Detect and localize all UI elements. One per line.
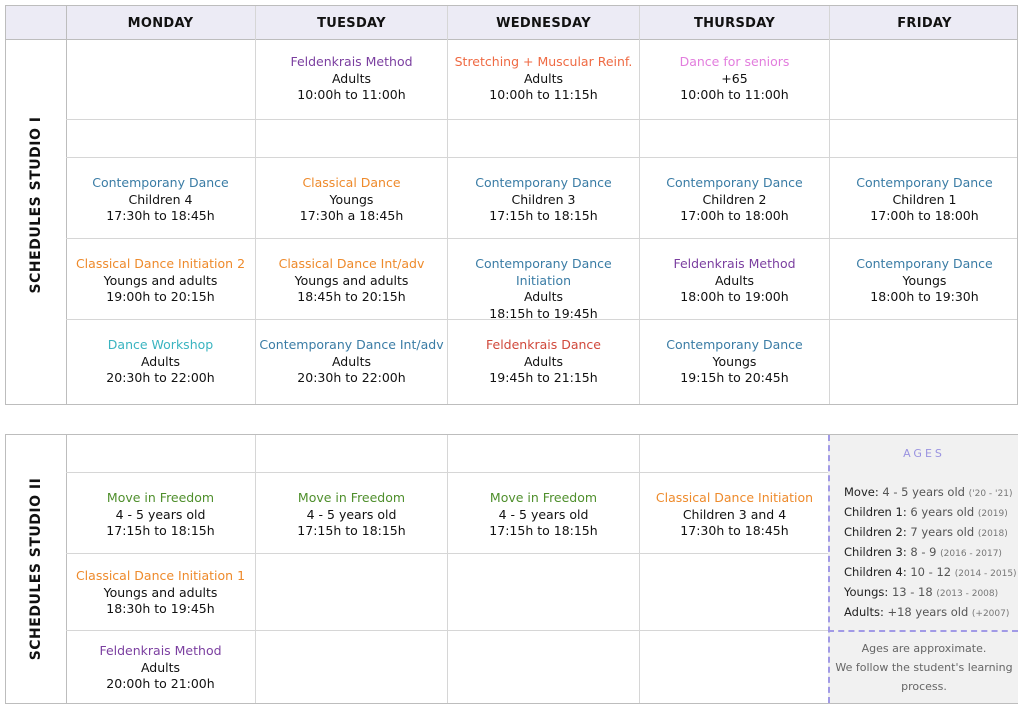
- day-monday: MONDAY: [127, 16, 194, 31]
- class-group: Youngs and adults: [103, 272, 218, 288]
- ages-key: Children 2:: [844, 525, 907, 539]
- class-cell: [448, 490, 639, 540]
- class-time: 17:15h to 18:15h: [489, 208, 598, 223]
- class-cell: [256, 337, 447, 387]
- ages-value: 10 - 12: [910, 565, 952, 579]
- class-title: Dance for seniors: [679, 54, 790, 69]
- class-time: 10:00h to 11:00h: [297, 87, 406, 102]
- class-group: Children 3: [511, 191, 576, 207]
- ages-value: 13 - 18: [891, 585, 933, 599]
- class-time: 18:00h to 19:30h: [870, 289, 979, 304]
- class-group: Youngs: [712, 353, 757, 369]
- class-title: Feldenkrais Dance: [486, 337, 601, 352]
- studio-2-label: SCHEDULES STUDIO II: [28, 477, 44, 661]
- ages-divider: [828, 630, 1018, 632]
- ages-years: (2014 - 2015): [954, 569, 1017, 579]
- class-group: Adults: [140, 353, 181, 369]
- class-cell: [66, 337, 255, 387]
- class-cell: [640, 490, 829, 540]
- ages-value: 8 - 9: [910, 545, 937, 559]
- class-time: 17:30h to 18:45h: [106, 208, 215, 223]
- class-title: Classical Dance Initiation: [655, 490, 814, 505]
- day-wednesday: WEDNESDAY: [496, 16, 591, 31]
- class-title: Feldenkrais Method: [673, 256, 796, 271]
- class-title: Classical Dance Initiation 1: [75, 568, 246, 583]
- class-group: Adults: [523, 289, 564, 304]
- ages-key: Children 3:: [844, 545, 907, 559]
- class-time: 17:15h to 18:15h: [297, 523, 406, 538]
- class-group: Youngs: [329, 191, 374, 207]
- class-cell: [830, 175, 1019, 225]
- ages-row: [844, 505, 1008, 519]
- class-title: Move in Freedom: [489, 490, 598, 505]
- ages-row: [844, 525, 1008, 539]
- class-time: 18:15h to 19:45h: [489, 305, 598, 321]
- ages-years: (2018): [977, 529, 1008, 539]
- class-title: Contemporany Dance: [666, 337, 803, 352]
- class-title: Move in Freedom: [297, 490, 406, 505]
- ages-legend: [828, 435, 1018, 703]
- class-time: 19:45h to 21:15h: [489, 370, 598, 385]
- class-title: Dance Workshop: [107, 337, 214, 352]
- ages-note-line: We follow the student's learning: [835, 661, 1013, 674]
- ages-value: +18 years old: [887, 605, 969, 619]
- day-thursday: THURSDAY: [693, 16, 776, 31]
- ages-row: [844, 585, 998, 599]
- class-group: Children 3 and 4: [682, 506, 787, 522]
- class-time: 10:00h to 11:15h: [489, 87, 598, 102]
- day-friday: FRIDAY: [897, 16, 952, 31]
- class-cell: [830, 256, 1019, 306]
- class-group: Adults: [140, 659, 181, 675]
- class-cell: [640, 256, 829, 306]
- ages-row: [844, 565, 1017, 579]
- class-title: Contemporany Dance Int/adv: [259, 337, 444, 352]
- ages-note-line: process.: [901, 680, 947, 693]
- studio-2-schedule: [5, 434, 1018, 704]
- ages-row: [844, 485, 1012, 499]
- class-group: Adults: [523, 353, 564, 369]
- studio-1-side: [6, 6, 67, 404]
- class-time: 20:00h to 21:00h: [106, 676, 215, 691]
- class-title: Feldenkrais Method: [99, 643, 222, 658]
- class-time: 19:00h to 20:15h: [106, 289, 215, 304]
- studio-2-side: [6, 435, 67, 703]
- class-title: Contemporany Dance: [666, 175, 803, 190]
- class-cell: [66, 490, 255, 540]
- class-cell: [640, 54, 829, 104]
- class-group: Adults: [714, 272, 755, 288]
- class-title: Classical Dance Int/adv: [278, 256, 425, 271]
- ages-row: [844, 545, 1002, 559]
- class-cell: [66, 643, 255, 693]
- class-time: 19:15h to 20:45h: [680, 370, 789, 385]
- class-cell: [256, 490, 447, 540]
- day-tuesday: TUESDAY: [317, 16, 386, 31]
- class-cell: [66, 568, 255, 618]
- class-cell: [256, 175, 447, 225]
- ages-note: [830, 639, 1018, 696]
- class-group: +65: [721, 70, 748, 86]
- class-group: Children 4: [128, 191, 193, 207]
- ages-years: (2013 - 2008): [936, 589, 999, 599]
- class-group: 4 - 5 years old: [115, 506, 206, 522]
- class-time: 18:00h to 19:00h: [680, 289, 789, 304]
- class-title: Move in Freedom: [106, 490, 215, 505]
- class-title: Contemporany Dance: [92, 175, 229, 190]
- studio-1-label: SCHEDULES STUDIO I: [28, 116, 44, 294]
- class-group: 4 - 5 years old: [306, 506, 397, 522]
- class-cell: [66, 256, 255, 306]
- ages-key: Youngs:: [844, 585, 889, 599]
- ages-title: AGES: [903, 447, 945, 460]
- ages-value: 6 years old: [910, 505, 975, 519]
- class-cell: [448, 337, 639, 387]
- class-time: 17:15h to 18:15h: [489, 523, 598, 538]
- class-time: 20:30h to 22:00h: [297, 370, 406, 385]
- class-group: Adults: [331, 70, 372, 86]
- class-group: Children 1: [892, 191, 957, 207]
- class-title: Classical Dance Initiation 2: [75, 256, 246, 271]
- ages-key: Adults:: [844, 605, 884, 619]
- class-title: Contemporany Dance Initiation: [475, 256, 612, 288]
- class-group: Youngs and adults: [103, 584, 218, 600]
- class-time: 20:30h to 22:00h: [106, 370, 215, 385]
- class-group: Children 2: [702, 191, 767, 207]
- class-time: 18:30h to 19:45h: [106, 601, 215, 616]
- class-cell: [640, 337, 829, 387]
- ages-key: Move:: [844, 485, 879, 499]
- class-title: Classical Dance: [302, 175, 401, 190]
- class-title: Feldenkrais Method: [290, 54, 413, 69]
- ages-years: (+2007): [971, 609, 1010, 619]
- class-time: 17:00h to 18:00h: [870, 208, 979, 223]
- ages-years: ('20 - '21): [968, 489, 1013, 499]
- class-cell: [66, 175, 255, 225]
- class-title: Contemporany Dance: [475, 175, 612, 190]
- class-time: 10:00h to 11:00h: [680, 87, 789, 102]
- class-time: 17:00h to 18:00h: [680, 208, 789, 223]
- class-time: 18:45h to 20:15h: [297, 289, 406, 304]
- class-title: Contemporany Dance: [856, 175, 993, 190]
- class-cell: [448, 256, 639, 322]
- studio-1-schedule: [5, 5, 1018, 405]
- class-group: Youngs: [902, 272, 947, 288]
- ages-years: (2019): [977, 509, 1008, 519]
- class-cell: [448, 175, 639, 225]
- ages-key: Children 1:: [844, 505, 907, 519]
- ages-row: [844, 605, 1009, 619]
- ages-value: 7 years old: [910, 525, 975, 539]
- class-title: Contemporany Dance: [856, 256, 993, 271]
- class-group: Adults: [523, 70, 564, 86]
- class-cell: [256, 256, 447, 306]
- ages-key: Children 4:: [844, 565, 907, 579]
- class-time: 17:30h to 18:45h: [680, 523, 789, 538]
- class-title: Stretching + Muscular Reinf.: [454, 54, 633, 69]
- class-group: Youngs and adults: [294, 272, 409, 288]
- ages-years: (2016 - 2017): [940, 549, 1002, 559]
- class-cell: [640, 175, 829, 225]
- class-time: 17:15h to 18:15h: [106, 523, 215, 538]
- class-group: 4 - 5 years old: [498, 506, 589, 522]
- class-cell: [256, 54, 447, 104]
- ages-note-line: Ages are approximate.: [861, 642, 987, 655]
- class-cell: [448, 54, 639, 104]
- class-time: 17:30h a 18:45h: [299, 208, 404, 223]
- ages-value: 4 - 5 years old: [882, 485, 965, 499]
- class-group: Adults: [331, 353, 372, 369]
